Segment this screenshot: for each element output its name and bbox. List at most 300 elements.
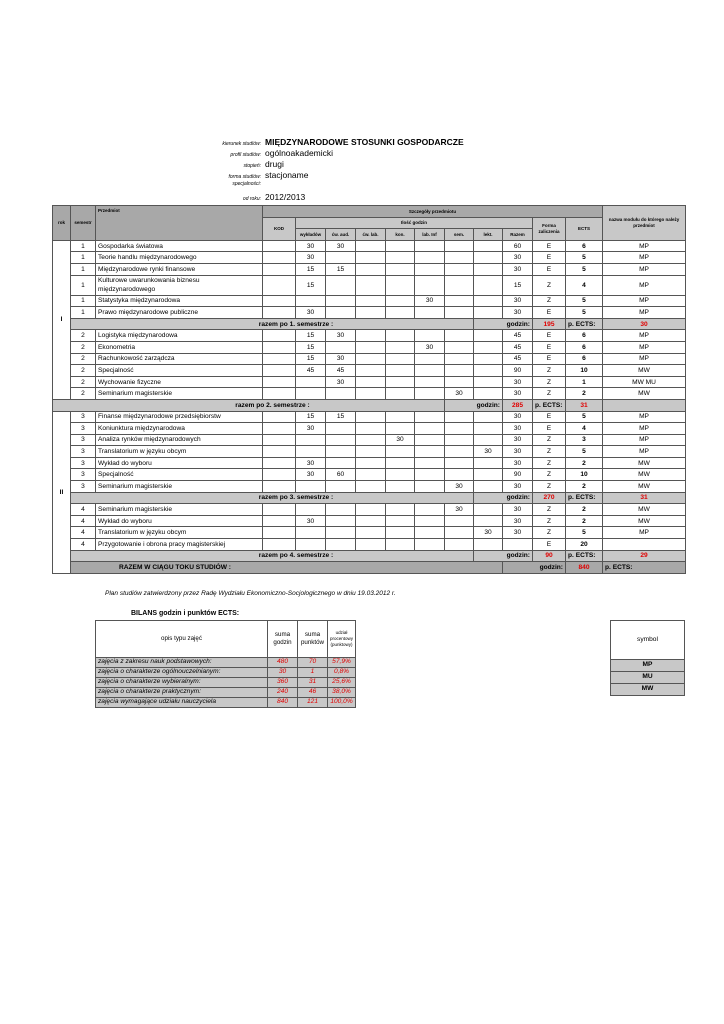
cell-cwl [356,365,386,377]
cell-wyk: 15 [296,263,326,275]
table-row [53,434,686,446]
symbol-table [610,620,685,696]
col-cwaud: ćw. aud. [326,229,356,241]
cell-lek [474,307,503,319]
cell-cwa [326,457,356,469]
semester-cell: 3 [71,446,96,458]
cell-wyk: 45 [296,365,326,377]
cell-ects: 5 [566,295,603,307]
semester-cell: 4 [71,539,96,551]
col-forma: Forma zaliczenia [533,217,566,240]
cell-semn [445,252,474,264]
cell-cwa [326,275,356,295]
course-name-line1: Kulturowe uwarunkowania biznesu [98,277,200,285]
cell-semn [445,307,474,319]
cell-mod: MW MU [603,376,686,388]
cell-kon [386,376,415,388]
cell-lek [474,295,503,307]
cell-raz: 45 [503,341,533,353]
course-name: Translatorium w języku obcym [96,446,263,458]
cell-ects: 1 [566,376,603,388]
cell-raz: 30 [503,252,533,264]
semester-cell: 1 [71,275,96,295]
cell-forma: Z [533,434,566,446]
cell-lab [415,263,445,275]
cell-mod: MP [603,275,686,295]
balance-share: 38,0% [328,688,356,698]
col-wyk: wykładów [296,229,326,241]
cell-semn: 30 [445,504,474,516]
balance-share: 100,0% [328,698,356,708]
semester-total-row [53,492,686,504]
cell-kon [386,295,415,307]
cell-kon [386,240,415,252]
cell-mod [603,539,686,551]
cell-cwl [356,275,386,295]
cell-lab [415,527,445,539]
total-ects: 31 [566,399,603,411]
cell-cwa [326,515,356,527]
cell-lab [415,365,445,377]
cell-kon [386,307,415,319]
cell-kod [263,240,296,252]
cell-ects: 5 [566,446,603,458]
cell-kod [263,539,296,551]
course-name: Seminarium magisterskie [96,504,263,516]
balance-points: 46 [298,688,328,698]
cell-wyk [296,434,326,446]
cell-kod [263,423,296,435]
cell-mod: MW [603,469,686,481]
cell-cwl [356,434,386,446]
balance-row [96,668,356,678]
course-name: Rachunkowość zarządcza [96,353,263,365]
cell-kod [263,252,296,264]
cell-cwl [356,353,386,365]
cell-cwa [326,341,356,353]
cell-wyk [296,504,326,516]
cell-forma: Z [533,481,566,493]
cell-raz: 30 [503,411,533,423]
header-field [150,181,570,192]
header-field [150,192,570,203]
cell-semn [445,469,474,481]
cell-ects: 6 [566,341,603,353]
semester-cell: 1 [71,295,96,307]
cell-cwl [356,240,386,252]
cell-wyk: 30 [296,423,326,435]
cell-kon [386,252,415,264]
col-semestr: semestr [71,206,96,241]
cell-cwa [326,504,356,516]
cell-kod [263,504,296,516]
cell-cwl [356,252,386,264]
cell-raz: 30 [503,504,533,516]
header-field-label: od roku: [242,196,261,202]
cell-raz: 15 [503,275,533,295]
cell-raz: 30 [503,527,533,539]
cell-lab [415,330,445,342]
cell-kod [263,275,296,295]
study-plan-table [52,205,686,574]
cell-lab [415,434,445,446]
cell-wyk: 30 [296,252,326,264]
cell-lek [474,411,503,423]
course-name: Teorie handlu międzynarodowego [96,252,263,264]
semester-cell: 3 [71,457,96,469]
cell-semn [445,527,474,539]
cell-cwl [356,295,386,307]
cell-lab [415,275,445,295]
table-row [53,527,686,539]
cell-kon [386,469,415,481]
cell-kon [386,539,415,551]
balance-label: zajęcia o charakterze wybieralnym: [96,678,268,688]
symbol-value: MW [611,684,685,696]
balance-share: 25,6% [328,678,356,688]
cell-semn [445,341,474,353]
total-label: razem po 1. semestrze : [71,318,474,330]
col-ects: ECTS [566,217,603,240]
header-field-label: kierunek studiów: [222,141,261,147]
header-field-value: MIĘDZYNARODOWE STOSUNKI GOSPODARCZE [265,137,464,147]
table-row [53,388,686,400]
cell-lab [415,353,445,365]
cell-wyk: 30 [296,515,326,527]
cell-kod [263,446,296,458]
cell-kod [263,353,296,365]
symbol-row [611,684,685,696]
cell-raz: 30 [503,376,533,388]
cell-raz: 30 [503,263,533,275]
cell-semn: 30 [445,388,474,400]
course-name: Specjalność [96,365,263,377]
course-name: Prawo międzynarodowe publiczne [96,307,263,319]
symbol-row [611,672,685,684]
cell-semn [445,446,474,458]
total-ects-label: p. ECTS: [533,399,566,411]
course-name [96,275,263,295]
table-row [53,252,686,264]
cell-kod [263,469,296,481]
cell-forma: E [533,252,566,264]
cell-cwa: 60 [326,469,356,481]
cell-kod [263,307,296,319]
cell-ects: 5 [566,527,603,539]
course-name: Gospodarka światowa [96,240,263,252]
cell-raz: 30 [503,481,533,493]
cell-ects: 5 [566,252,603,264]
course-name: Translatorium w języku obcym [96,527,263,539]
cell-semn [445,515,474,527]
cell-raz [503,539,533,551]
balance-points: 70 [298,658,328,668]
cell-kon [386,341,415,353]
total-hours-label: godzin: [474,550,533,562]
balance-label: zajęcia o charakterze praktycznym: [96,688,268,698]
cell-wyk: 15 [296,341,326,353]
header-field-label: stopień: [243,163,261,169]
table-row [53,263,686,275]
header-field-value: 2012/2013 [265,192,306,202]
balance-hours: 480 [268,658,298,668]
cell-cwa [326,388,356,400]
cell-kod [263,388,296,400]
symbol-value: MU [611,672,685,684]
total-hours-label: godzin: [503,562,566,574]
cell-lab [415,307,445,319]
course-name: Przygotowanie i obrona pracy magisterskiej [96,539,263,551]
cell-wyk [296,446,326,458]
cell-semn [445,376,474,388]
cell-lab [415,539,445,551]
cell-cwl [356,330,386,342]
cell-forma: Z [533,469,566,481]
table-row [53,330,686,342]
cell-semn [445,240,474,252]
balance-row [96,678,356,688]
cell-semn [445,330,474,342]
cell-forma: Z [533,504,566,516]
table-row [53,307,686,319]
total-hours: 270 [533,492,566,504]
cell-kod [263,411,296,423]
course-name: Wychowanie fizyczne [96,376,263,388]
cell-raz: 90 [503,365,533,377]
balance-points: 121 [298,698,328,708]
cell-forma: Z [533,295,566,307]
cell-mod: MP [603,252,686,264]
balance-share: 57,9% [328,658,356,668]
cell-semn [445,434,474,446]
cell-lab [415,481,445,493]
table-row [53,341,686,353]
cell-forma: E [533,353,566,365]
cell-mod: MP [603,240,686,252]
balance-label: zajęcia o charakterze ogólnouczelnianym: [96,668,268,678]
cell-semn [445,457,474,469]
total-ects-label: p. ECTS: [603,562,686,574]
semester-cell: 4 [71,527,96,539]
cell-semn [445,539,474,551]
semester-cell: 2 [71,353,96,365]
cell-cwl [356,539,386,551]
cell-kod [263,365,296,377]
cell-forma: Z [533,275,566,295]
balance-title: BILANS godzin i punktów ECTS: [131,610,240,617]
cell-cwa: 30 [326,376,356,388]
col-szczegoly: Szczegóły przedmiotu [263,206,603,218]
cell-wyk [296,376,326,388]
cell-wyk [296,295,326,307]
cell-cwl [356,341,386,353]
cell-cwl [356,527,386,539]
cell-forma: Z [533,365,566,377]
cell-lek [474,388,503,400]
balance-points: 1 [298,668,328,678]
cell-cwa [326,295,356,307]
cell-kon [386,457,415,469]
balance-hours: 840 [268,698,298,708]
semester-total-row [53,550,686,562]
cell-mod: MP [603,330,686,342]
semester-cell: 1 [71,263,96,275]
course-name: Koniunktura międzynarodowa [96,423,263,435]
cell-raz: 45 [503,330,533,342]
cell-cwl [356,423,386,435]
cell-kod [263,263,296,275]
cell-cwa: 45 [326,365,356,377]
semester-cell: 2 [71,376,96,388]
cell-lab [415,504,445,516]
col-rok: rok [53,206,71,241]
balance-label: zajęcia wymagające udziału nauczyciela [96,698,268,708]
cell-raz: 30 [503,388,533,400]
cell-cwa [326,307,356,319]
cell-raz: 30 [503,295,533,307]
cell-raz: 30 [503,423,533,435]
cell-kod [263,515,296,527]
col-przedmiot: Przedmiot [96,206,263,241]
col-sem: sem. [445,229,474,241]
cell-kod [263,527,296,539]
col-kon: kon. [386,229,415,241]
semester-cell: 3 [71,411,96,423]
semester-total-row [53,318,686,330]
cell-wyk [296,539,326,551]
cell-mod: MP [603,307,686,319]
table-row [53,515,686,527]
cell-cwl [356,446,386,458]
header-field [150,137,570,148]
cell-mod: MW [603,515,686,527]
cell-wyk: 30 [296,307,326,319]
cell-cwl [356,457,386,469]
cell-mod: MP [603,353,686,365]
cell-cwa: 15 [326,411,356,423]
cell-lek [474,481,503,493]
cell-ects: 4 [566,275,603,295]
cell-mod: MP [603,263,686,275]
total-hours: 90 [533,550,566,562]
cell-cwl [356,388,386,400]
cell-mod: MW [603,457,686,469]
course-name: Seminarium magisterskie [96,481,263,493]
cell-kon [386,527,415,539]
course-name: Specjalność [96,469,263,481]
cell-mod: MP [603,423,686,435]
cell-wyk: 15 [296,275,326,295]
cell-cwl [356,504,386,516]
cell-kon [386,275,415,295]
table-row [53,240,686,252]
course-name: Seminarium magisterskie [96,388,263,400]
cell-raz: 30 [503,307,533,319]
cell-lek [474,376,503,388]
cell-cwa: 15 [326,263,356,275]
approval-note: Plan studiów zatwierdzony przez Radę Wydziału Ekonomiczno-Socjologicznego w dniu 19.03.2012 r. [105,590,396,597]
header-field-label: forma studiów: [228,174,261,180]
header-block [150,137,570,203]
cell-kon [386,388,415,400]
cell-semn [445,365,474,377]
cell-wyk: 15 [296,353,326,365]
balance-row [96,688,356,698]
cell-wyk: 15 [296,411,326,423]
course-name: Wykład do wyboru [96,515,263,527]
cell-lek [474,365,503,377]
cell-mod: MW [603,365,686,377]
cell-lab [415,388,445,400]
cell-wyk: 30 [296,457,326,469]
col-razem: Razem [503,229,533,241]
table-row [53,295,686,307]
total-label: razem po 4. semestrze : [71,550,474,562]
cell-cwl [356,307,386,319]
grand-total-row [53,562,686,574]
semester-cell: 3 [71,434,96,446]
cell-ects: 4 [566,423,603,435]
col-cwlab: ćw. lab. [356,229,386,241]
total-label: razem po 2. semestrze : [53,399,445,411]
cell-ects: 2 [566,388,603,400]
semester-cell: 1 [71,252,96,264]
semester-cell: 2 [71,330,96,342]
col-labinf: lab. Inf [415,229,445,241]
total-hours: 840 [566,562,603,574]
cell-lab [415,457,445,469]
course-name: Statystyka międzynarodowa [96,295,263,307]
cell-mod: MP [603,527,686,539]
balance-hours: 360 [268,678,298,688]
cell-mod: MP [603,446,686,458]
cell-kon [386,411,415,423]
cell-kon [386,504,415,516]
cell-mod: MW [603,504,686,516]
cell-raz: 90 [503,469,533,481]
table-row [53,423,686,435]
semester-total-row [53,399,686,411]
cell-lab [415,446,445,458]
cell-cwa [326,539,356,551]
cell-mod: MW [603,481,686,493]
table-row [53,446,686,458]
cell-semn: 30 [445,481,474,493]
total-ects-label: p. ECTS: [566,550,603,562]
table-row [53,469,686,481]
cell-lek [474,330,503,342]
cell-wyk [296,388,326,400]
cell-lab [415,515,445,527]
cell-kon [386,481,415,493]
cell-cwa: 30 [326,353,356,365]
cell-cwa: 30 [326,330,356,342]
table-row [53,411,686,423]
cell-cwl [356,411,386,423]
cell-lek [474,252,503,264]
cell-kod [263,341,296,353]
cell-ects: 2 [566,481,603,493]
symbol-header: symbol [611,621,685,660]
cell-ects: 2 [566,457,603,469]
symbol-value: MP [611,660,685,672]
header-field [150,159,570,170]
cell-kod [263,330,296,342]
cell-kod [263,481,296,493]
cell-mod: MW [603,388,686,400]
total-hours-label: godzin: [474,492,533,504]
cell-lek [474,353,503,365]
